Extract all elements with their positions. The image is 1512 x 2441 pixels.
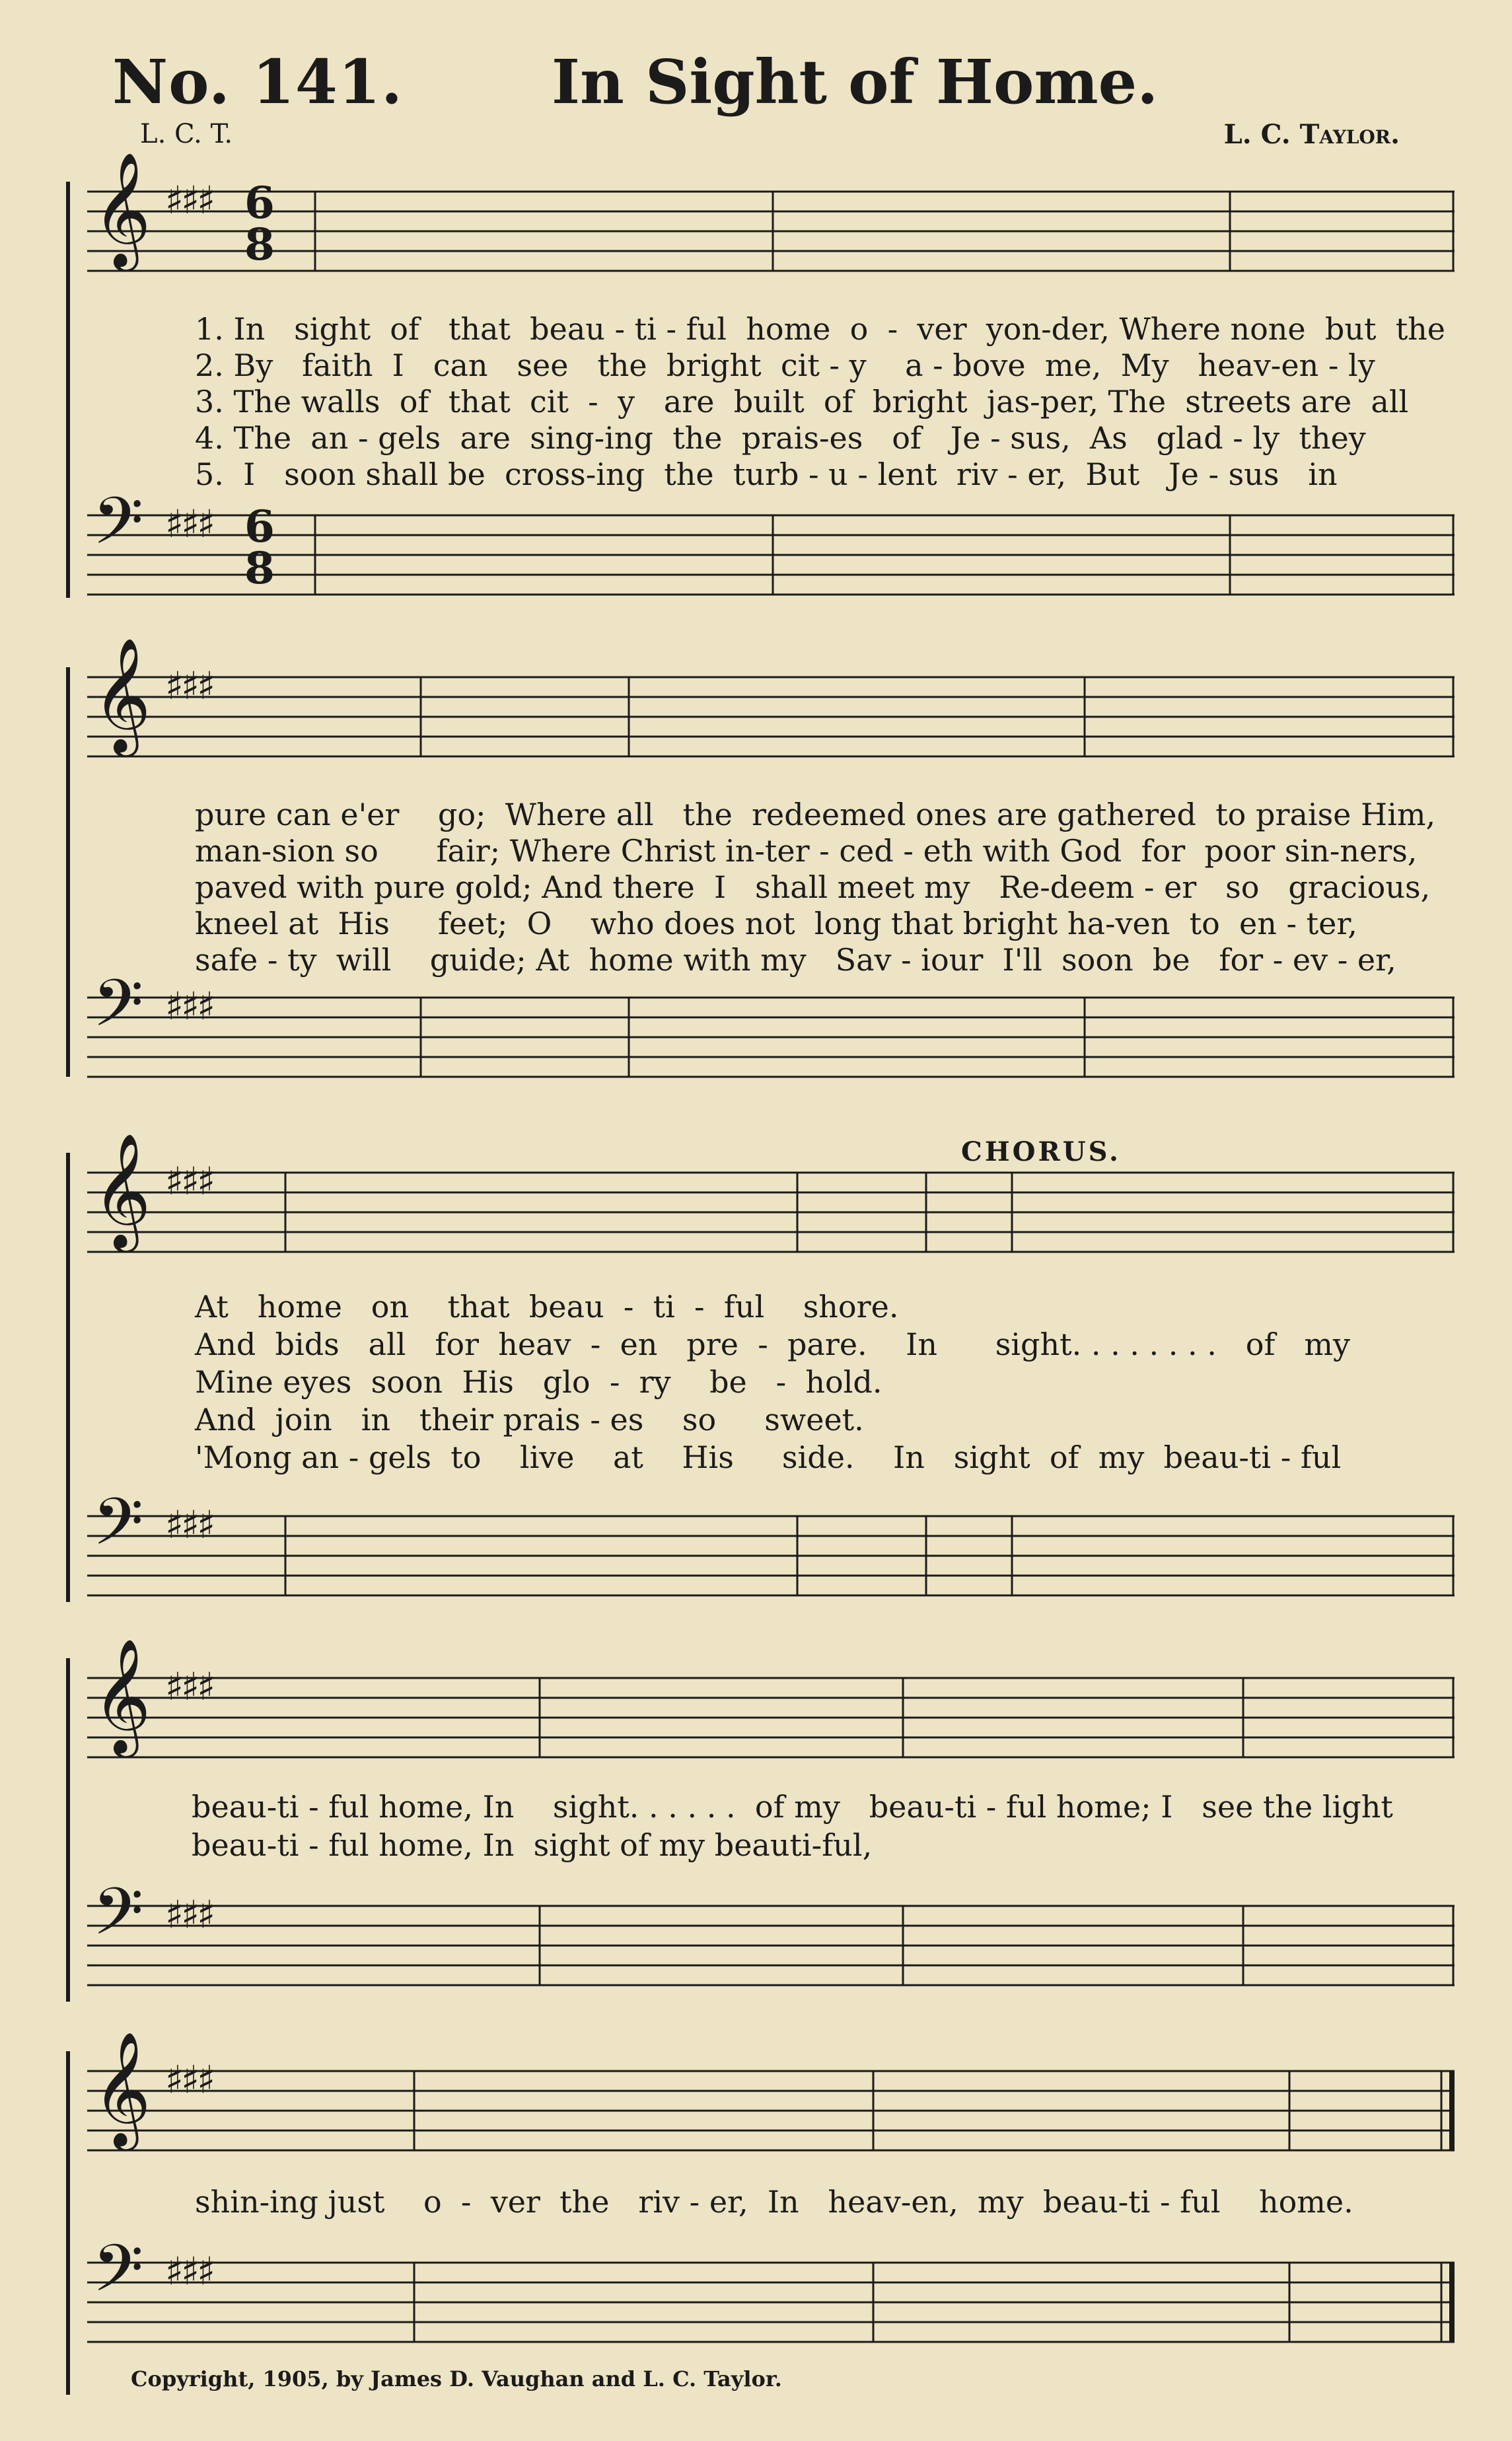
lyric-line: safe - ty will guide; At home with my Sav - iour I'll soon be for - ev - er,	[195, 942, 1396, 978]
lyric-line: 'Mong an - gels to live at His side. In sight of my beau-ti - ful	[195, 1439, 1342, 1475]
lyricist-credit: L. C. T.	[140, 119, 233, 149]
lyric-line: 3. The walls of that cit - y are built of bright jas-per, The streets are all	[195, 384, 1409, 419]
system-brace	[66, 1153, 81, 1602]
hymn-title: In Sight of Home.	[552, 46, 1159, 118]
bass-staff	[87, 1874, 1455, 1992]
lyric-line: kneel at His feet; O who does not long that bright ha-ven to en - ter,	[195, 906, 1357, 941]
copyright-notice: Copyright, 1905, by James D. Vaughan and L. C. Taylor.	[131, 2366, 782, 2391]
staff-lines	[87, 509, 1455, 601]
lyric-line: man-sion so fair; Where Christ in-ter - ced - eth with God for poor sin-ners,	[195, 833, 1418, 869]
key-signature: ♯♯♯	[165, 178, 213, 223]
bass-clef-icon: 𝄢	[92, 1484, 144, 1576]
treble-clef-icon: 𝄞	[92, 1638, 151, 1753]
treble-staff	[87, 152, 1455, 277]
hymn-number: No. 141.	[112, 46, 403, 118]
bass-clef-icon: 𝄢	[92, 1874, 144, 1966]
staff-lines	[87, 991, 1455, 1083]
treble-clef-icon: 𝄞	[92, 152, 151, 267]
lyric-line: At home on that beau - ti - ful shore.	[195, 1289, 899, 1325]
key-signature: ♯♯♯	[165, 663, 213, 708]
bass-staff	[87, 1484, 1455, 1602]
system-brace	[66, 667, 81, 1077]
system-brace	[66, 182, 81, 598]
staff-lines	[87, 2256, 1455, 2349]
key-signature: ♯♯♯	[165, 1502, 213, 1547]
bass-clef-icon: 𝄢	[92, 2231, 144, 2323]
key-signature: ♯♯♯	[165, 1159, 213, 1204]
chorus-label: CHORUS.	[961, 1136, 1121, 1167]
staff-lines	[87, 1510, 1455, 1602]
system-brace	[66, 1658, 81, 2002]
lyric-line: 4. The an - gels are sing-ing the prais-es of Je - sus, As glad - ly they	[195, 420, 1366, 456]
staff-lines	[87, 185, 1455, 277]
bass-staff	[87, 2231, 1455, 2349]
lyric-line: pure can e'er go; Where all the redeemed ones are gathered to praise Him,	[195, 797, 1436, 832]
treble-clef-icon: 𝄞	[92, 638, 151, 752]
composer-credit: L. C. Taylor.	[1223, 119, 1400, 150]
key-signature: ♯♯♯	[165, 2249, 213, 2294]
key-signature: ♯♯♯	[165, 1664, 213, 1709]
lyric-line: paved with pure gold; And there I shall meet my Re-deem - er so gracious,	[195, 869, 1431, 905]
bass-clef-icon: 𝄢	[92, 484, 144, 575]
staff-lines	[87, 1899, 1455, 1992]
lyric-line: 5. I soon shall be cross-ing the turb - u - lent riv - er, But Je - sus in	[195, 456, 1338, 492]
lyric-line: And bids all for heav - en pre - pare. In sight. . . . . . . . of my	[195, 1327, 1350, 1362]
key-signature: ♯♯♯	[165, 984, 213, 1029]
time-signature: 6 8	[244, 501, 275, 594]
lyric-line: beau-ti - ful home, In sight. . . . . . of my beau-ti - ful home; I see the light	[192, 1789, 1393, 1825]
lyric-line: 2. By faith I can see the bright cit - y a - bove me, My heav-en - ly	[195, 347, 1375, 383]
staff-lines	[87, 671, 1455, 763]
treble-staff	[87, 2031, 1455, 2157]
bass-clef-icon: 𝄢	[92, 966, 144, 1058]
bass-staff	[87, 484, 1455, 601]
treble-clef-icon: 𝄞	[92, 1133, 151, 1248]
lyric-line: 1. In sight of that beau - ti - ful home o - ver yon-der, Where none but the	[195, 311, 1446, 347]
treble-clef-icon: 𝄞	[92, 2031, 151, 2146]
staff-lines	[87, 1166, 1455, 1258]
key-signature: ♯♯♯	[165, 1892, 213, 1937]
lyric-line: Mine eyes soon His glo - ry be - hold.	[195, 1364, 882, 1400]
staff-lines	[87, 1671, 1455, 1764]
staff-lines	[87, 2064, 1455, 2157]
lyric-line: shin-ing just o - ver the riv - er, In heav-en, my beau-ti - ful home.	[195, 2184, 1353, 2220]
time-signature: 6 8	[244, 177, 275, 270]
lyric-line: beau-ti - ful home, In sight of my beauti-ful,	[192, 1827, 873, 1863]
key-signature: ♯♯♯	[165, 501, 213, 546]
system-brace	[66, 2051, 81, 2395]
bass-staff	[87, 966, 1455, 1083]
lyric-line: And join in their prais - es so sweet.	[195, 1402, 864, 1438]
treble-staff	[87, 638, 1455, 763]
treble-staff	[87, 1638, 1455, 1764]
key-signature: ♯♯♯	[165, 2057, 213, 2102]
